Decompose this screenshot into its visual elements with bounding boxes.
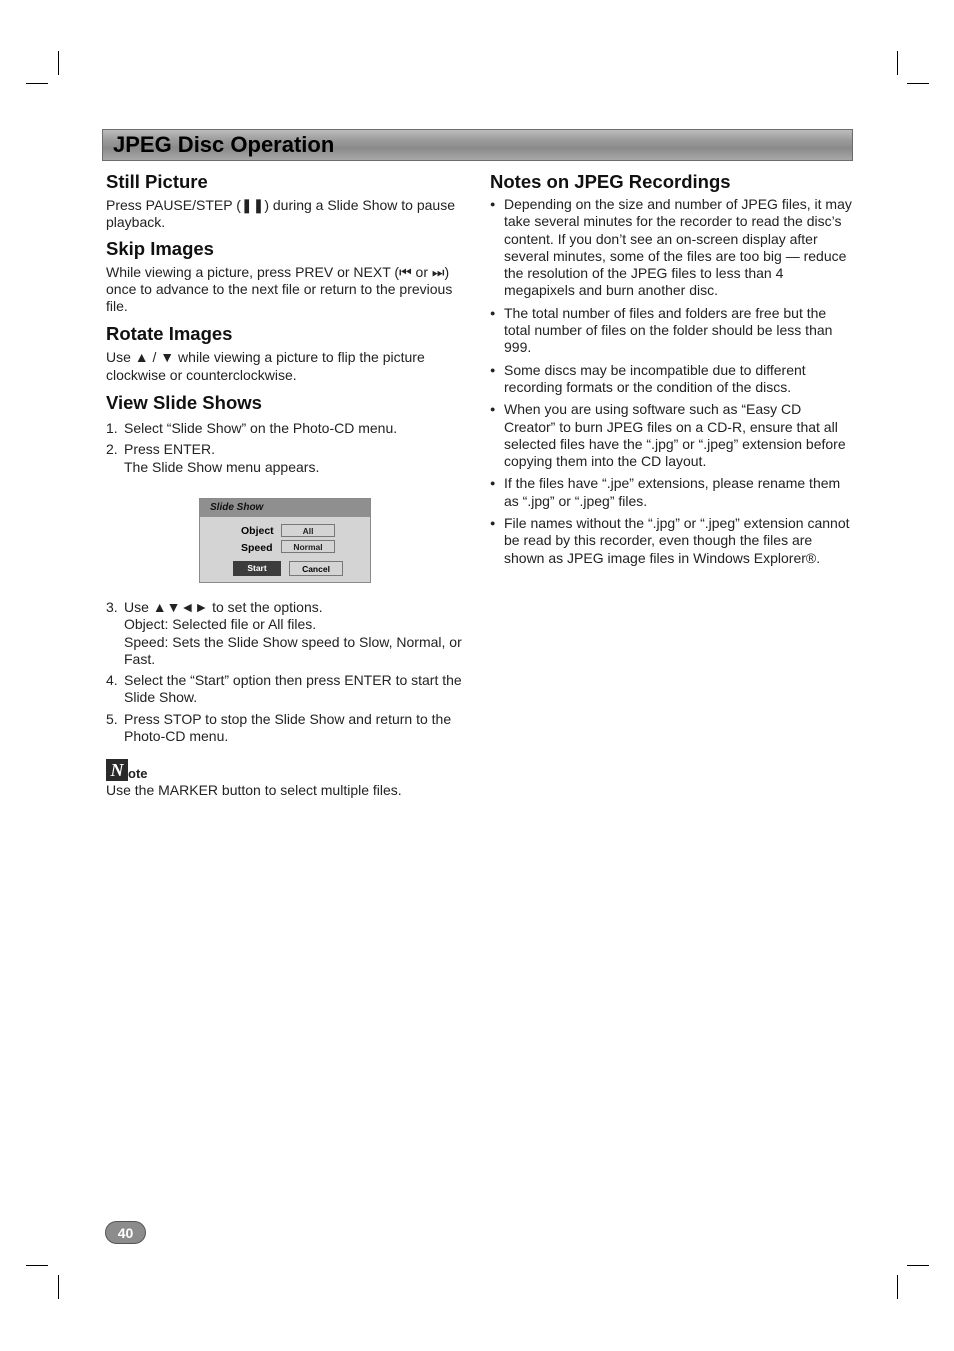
note-heading <box>106 759 468 781</box>
rotate-images-text: Use ▲ / ▼ while viewing a picture to flip the picture clockwise or counterclockwise. <box>106 349 425 383</box>
list-item: ● File names without the “.jpg” or “.jpeg” extension cannot be read by this recorder, even though the files are shown as JPEG image files in Windows Explorer®. <box>490 515 854 567</box>
page-title: JPEG Disc Operation <box>113 132 335 157</box>
still-picture-text: Press PAUSE/STEP (❚❚) during a Slide Show to pause playback. <box>106 197 455 231</box>
crop-mark <box>907 1265 929 1266</box>
list-item: ● Some discs may be incompatible due to different recording formats or the condition of the discs. <box>490 362 854 397</box>
skip-images-text: While viewing a picture, press PREV or NEXT (⏮ or ⏭) once to advance to the next file or return to the previous file. <box>106 263 453 315</box>
page-number: 40 <box>105 1221 146 1244</box>
note-text: Use the MARKER button to select multiple files. <box>106 782 402 799</box>
speed-value-field[interactable]: Normal <box>281 540 335 553</box>
crop-mark <box>897 1275 898 1299</box>
menu-title: Slide Show <box>200 499 370 517</box>
heading-view-slide-shows: View Slide Shows <box>106 392 262 414</box>
note-n-icon: N <box>106 759 128 781</box>
step-item: 5. Press STOP to stop the Slide Show and return to the Photo-CD menu. <box>106 710 452 745</box>
step-item: 2. Press ENTER. The Slide Show menu appears. <box>106 441 320 475</box>
crop-mark <box>26 83 48 84</box>
crop-mark <box>897 51 898 75</box>
cancel-button[interactable]: Cancel <box>289 561 343 576</box>
crop-mark <box>58 1275 59 1299</box>
step-item: 4. Select the “Start” option then press ENTER to start the Slide Show. <box>106 672 462 706</box>
slide-show-menu <box>199 498 371 583</box>
crop-mark <box>58 51 59 75</box>
object-label: Object <box>241 524 274 537</box>
object-value-field[interactable]: All <box>281 524 335 537</box>
list-item: ● Depending on the size and number of JPEG files, it may take several minutes for the recorder to read the disc’s content. If you don’t see an on-screen display after several minutes, some of the files are too big — reduce the resolution of the JPEG files to less than 4 megapixels and burn another disc. <box>490 196 854 300</box>
right-column <box>490 171 854 572</box>
heading-skip-images: Skip Images <box>106 237 214 259</box>
heading-still-picture: Still Picture <box>106 171 208 192</box>
speed-label: Speed <box>241 541 273 554</box>
list-item: ● When you are using software such as “Easy CD Creator” to burn JPEG files on a CD-R, ensure that all selected files have the “.jpg” or “.jpeg” extension before copying them into the CD layout. <box>490 401 854 470</box>
note-label: ote <box>128 766 148 782</box>
step-item: 3. Use ▲▼◄► to set the options. Object: Selected file or All files. Speed: Sets the Slide Show speed to Slow, Normal, or Fast. <box>106 598 462 667</box>
notes-list <box>490 196 854 567</box>
title-bar <box>102 129 853 161</box>
left-column <box>106 171 468 800</box>
note-block <box>106 759 468 799</box>
heading-notes-jpeg: Notes on JPEG Recordings <box>490 171 731 192</box>
crop-mark <box>26 1265 48 1266</box>
list-item: ● The total number of files and folders are free but the total number of files on the folder should be less than 999. <box>490 305 854 357</box>
steps-list-b <box>106 599 468 745</box>
step-item: 1. Select “Slide Show” on the Photo-CD menu. <box>106 420 398 437</box>
start-button[interactable]: Start <box>233 561 281 576</box>
heading-rotate-images: Rotate Images <box>106 323 233 345</box>
crop-mark <box>907 83 929 84</box>
list-item: ● If the files have “.jpe” extensions, please rename them as “.jpg” or “.jpeg” files. <box>490 475 854 510</box>
steps-list-a <box>106 420 468 476</box>
